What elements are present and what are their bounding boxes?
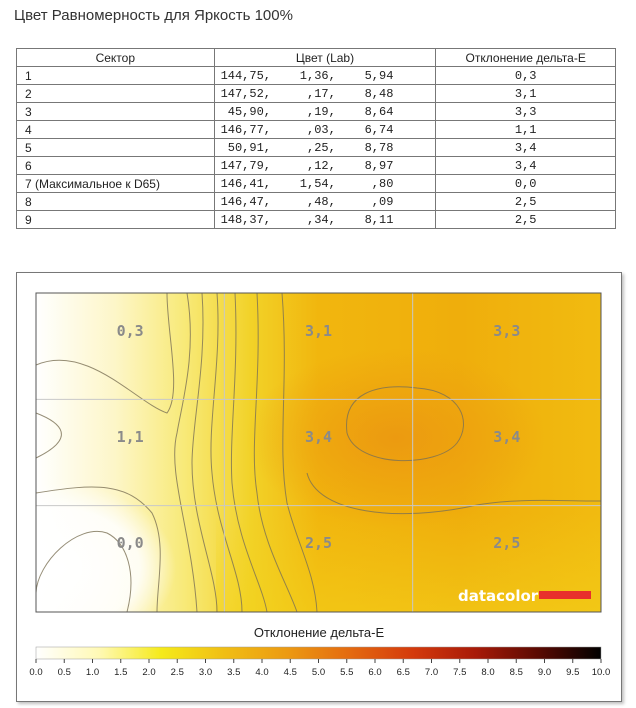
colorbar-tick-label: 5.0 (311, 667, 326, 678)
cell-de: 0,3 (436, 67, 616, 85)
cell-sector: 4 (17, 121, 215, 139)
table-row (17, 103, 616, 121)
cell-lab: 45,90, ,19, 8,64 (214, 103, 436, 121)
cell-de: 3,3 (436, 103, 616, 121)
cell-sector: 5 (17, 139, 215, 157)
cell-de: 3,1 (436, 85, 616, 103)
cell-value-label: 3,1 (304, 322, 333, 340)
table-row (17, 175, 616, 193)
datacolor-red-bar (539, 591, 591, 599)
cell-lab: 148,37, ,34, 8,11 (214, 211, 436, 229)
cell-sector: 1 (17, 67, 215, 85)
uniformity-chart-panel (16, 272, 622, 702)
colorbar-tick-label: 7.0 (424, 667, 439, 678)
cell-de: 3,4 (436, 139, 616, 157)
colorbar-tick-label: 0.0 (29, 667, 43, 678)
colorbar-tick-label: 6.0 (368, 667, 382, 678)
table-row (17, 121, 616, 139)
colorbar-tick-label: 9.5 (566, 667, 580, 678)
colorbar-tick-label: 4.0 (255, 667, 269, 678)
colorbar-tick-label: 7.5 (453, 667, 467, 678)
cell-value-label: 3,4 (304, 428, 333, 446)
cell-value-label: 2,5 (304, 534, 333, 552)
cell-sector: 7 (Максимальное к D65) (17, 175, 215, 193)
colorbar-tick-label: 8.0 (481, 667, 495, 678)
cell-lab: 147,52, ,17, 8,48 (214, 85, 436, 103)
cell-sector: 6 (17, 157, 215, 175)
cell-value-label: 2,5 (493, 534, 521, 552)
colorbar-tick-label: 4.5 (283, 667, 297, 678)
cell-lab: 146,47, ,48, ,09 (214, 193, 436, 211)
table-row (17, 139, 616, 157)
table-row (17, 193, 616, 211)
cell-value-label: 0,3 (116, 322, 144, 340)
column-header-lab: Цвет (Lab) (214, 49, 436, 67)
colorbar-tick-label: 8.5 (509, 667, 523, 678)
table-header-row (17, 49, 616, 67)
colorbar-tick-label: 3.5 (227, 667, 241, 678)
colorbar-tick-label: 3.0 (198, 667, 213, 678)
cell-lab: 144,75, 1,36, 5,94 (214, 67, 436, 85)
table-row (17, 67, 616, 85)
colorbar-tick-label: 1.0 (85, 667, 100, 678)
cell-value-label: 3,3 (493, 322, 521, 340)
table-row (17, 157, 616, 175)
table-row (17, 85, 616, 103)
datacolor-wordmark: datacolor (458, 587, 539, 605)
cell-de: 0,0 (436, 175, 616, 193)
colorbar-tick-label: 2.5 (170, 667, 184, 678)
column-header-delta-e: Отклонение дельта-E (436, 49, 616, 67)
colorbar-tick-label: 10.0 (591, 667, 611, 678)
cell-value-label: 1,1 (116, 428, 144, 446)
column-header-sector: Сектор (17, 49, 215, 67)
cell-de: 1,1 (436, 121, 616, 139)
cell-value-label: 0,0 (116, 534, 144, 552)
colorbar-tick-label: 9.0 (537, 667, 552, 678)
colorbar (36, 647, 601, 659)
table-row (17, 211, 616, 229)
cell-de: 3,4 (436, 157, 616, 175)
colorbar-tick-label: 1.5 (114, 667, 128, 678)
cell-lab: 146,41, 1,54, ,80 (214, 175, 436, 193)
cell-lab: 146,77, ,03, 6,74 (214, 121, 436, 139)
colorbar-tick-label: 2.0 (142, 667, 156, 678)
colorbar-tick-label: 6.5 (396, 667, 410, 678)
cell-lab: 147,79, ,12, 8,97 (214, 157, 436, 175)
uniformity-table (16, 48, 616, 229)
cell-de: 2,5 (436, 211, 616, 229)
cell-sector: 8 (17, 193, 215, 211)
colorbar-title: Отклонение дельта-E (253, 625, 385, 640)
cell-sector: 3 (17, 103, 215, 121)
cell-value-label: 3,4 (493, 428, 521, 446)
cell-lab: 50,91, ,25, 8,78 (214, 139, 436, 157)
colorbar-tick-label: 5.5 (340, 667, 354, 678)
page-title: Цвет Равномерность для Яркость 100% (14, 7, 293, 24)
cell-sector: 9 (17, 211, 215, 229)
cell-sector: 2 (17, 85, 215, 103)
cell-de: 2,5 (436, 193, 616, 211)
colorbar-tick-label: 0.5 (57, 667, 71, 678)
